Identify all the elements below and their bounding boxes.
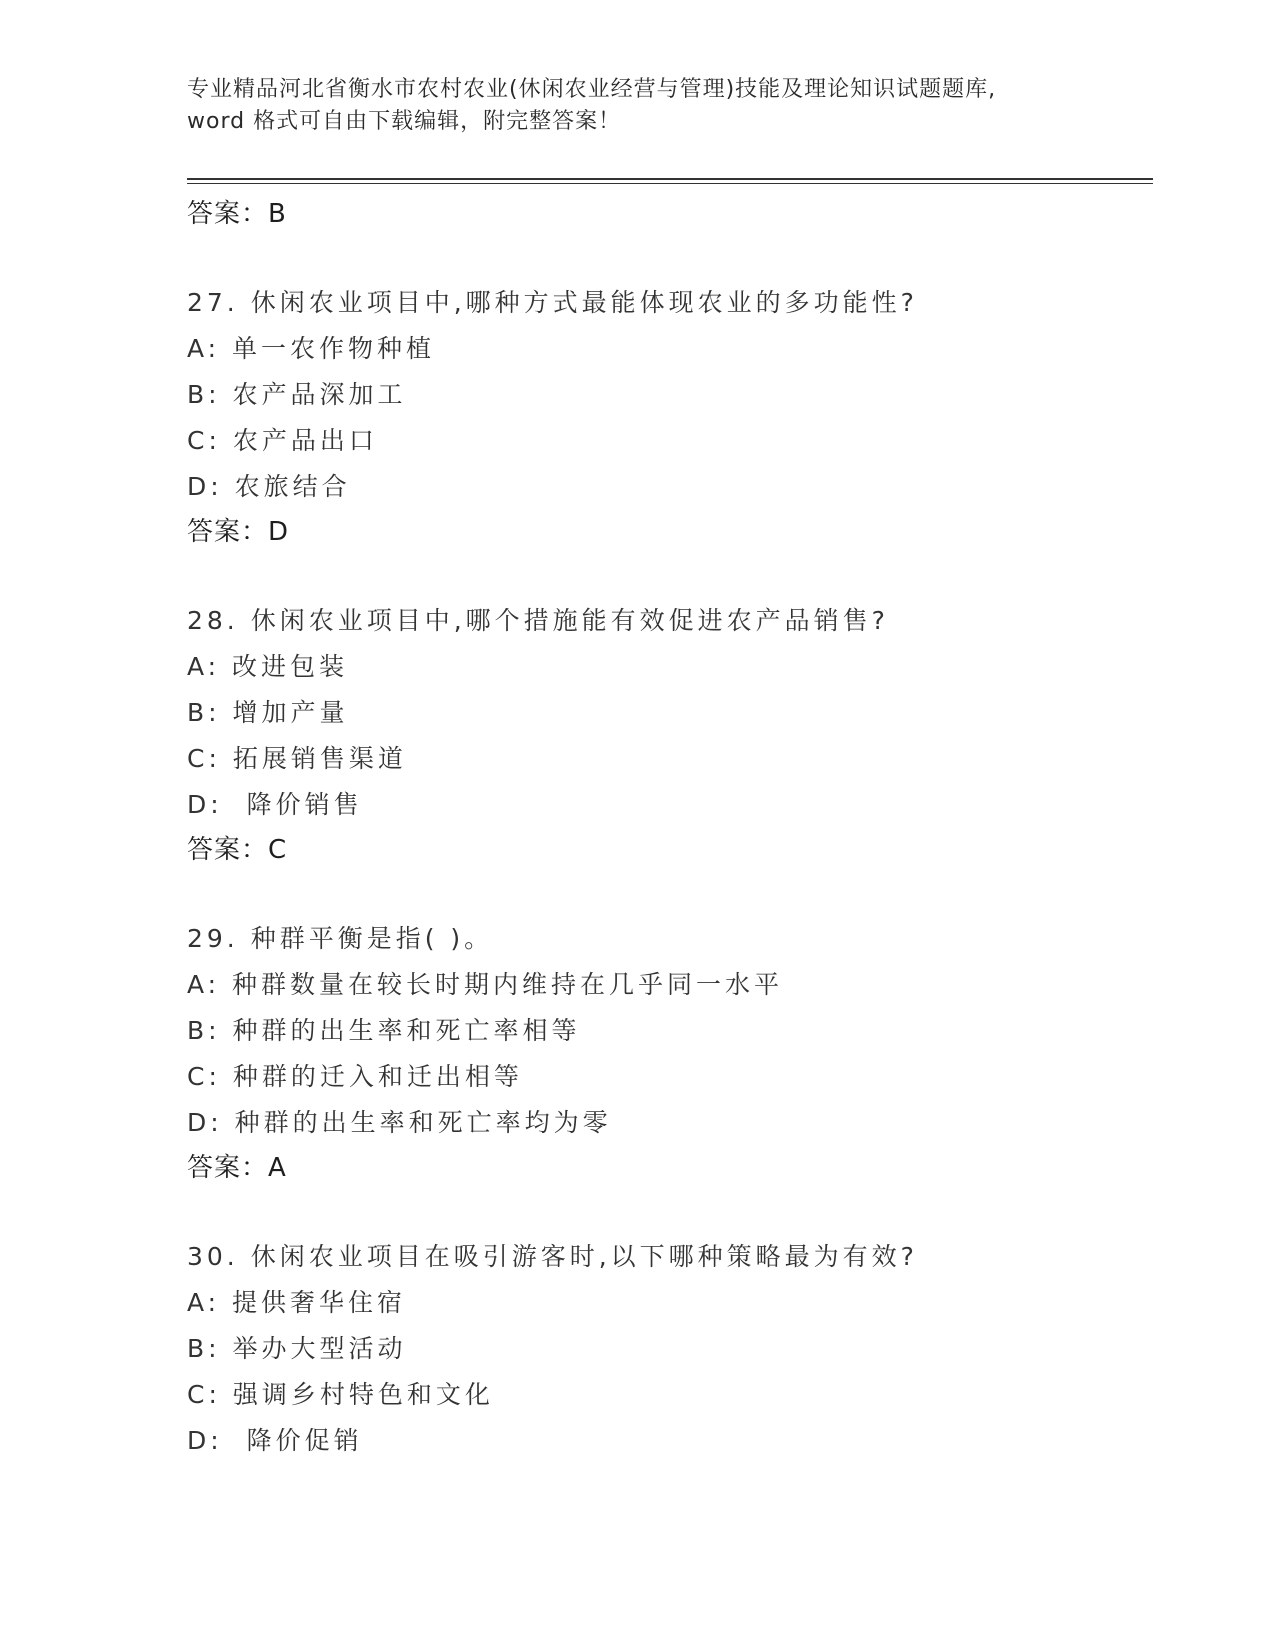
question-number: 27.	[187, 288, 239, 317]
option-c: C: 种群的迁入和迁出相等	[187, 1062, 523, 1091]
header-divider-thick	[187, 178, 1153, 180]
option-b: B: 增加产量	[187, 698, 349, 727]
question-30	[187, 1234, 1147, 1280]
option-a: A: 改进包装	[187, 652, 349, 681]
question-number: 28.	[187, 606, 239, 635]
header-title-line-1: 专业精品河北省衡水市农村农业(休闲农业经营与管理)技能及理论知识试题题库,	[187, 77, 997, 102]
question-28	[187, 598, 1147, 644]
question-number: 29.	[187, 924, 239, 953]
option-d: D: 降价促销	[187, 1426, 363, 1455]
option-b: B: 举办大型活动	[187, 1334, 407, 1363]
question-text: 种群平衡是指( )。	[250, 924, 494, 953]
question-text: 休闲农业项目中,哪个措施能有效促进农产品销售?	[250, 606, 889, 635]
option-b: B: 种群的出生率和死亡率相等	[187, 1016, 581, 1045]
spacer	[187, 1190, 1147, 1234]
question-number: 30.	[187, 1242, 239, 1271]
spacer	[187, 554, 1147, 598]
option-c: C: 拓展销售渠道	[187, 744, 407, 773]
question-text: 休闲农业项目中,哪种方式最能体现农业的多功能性?	[250, 288, 918, 317]
answer-29: 答案：A	[187, 1153, 287, 1183]
option-a: A: 单一农作物种植	[187, 334, 436, 363]
spacer	[187, 872, 1147, 916]
answer-27: 答案：D	[187, 517, 290, 547]
previous-answer: 答案：B	[187, 199, 287, 229]
option-a: A: 提供奢华住宿	[187, 1288, 407, 1317]
option-d: D: 农旅结合	[187, 472, 351, 501]
question-27	[187, 280, 1147, 326]
option-c: C: 农产品出口	[187, 426, 378, 455]
answer-28: 答案：C	[187, 835, 288, 865]
option-a: A: 种群数量在较长时期内维持在几乎同一水平	[187, 970, 784, 999]
option-c: C: 强调乡村特色和文化	[187, 1380, 494, 1409]
option-d: D: 种群的出生率和死亡率均为零	[187, 1108, 612, 1137]
question-text: 休闲农业项目在吸引游客时,以下哪种策略最为有效?	[250, 1242, 918, 1271]
question-29	[187, 916, 1147, 962]
question-list	[187, 192, 1147, 1464]
option-b: B: 农产品深加工	[187, 380, 407, 409]
spacer	[187, 236, 1147, 280]
option-d: D: 降价销售	[187, 790, 363, 819]
header-title-line-2: word 格式可自由下载编辑，附完整答案！	[187, 109, 622, 134]
header-divider-thin	[187, 183, 1153, 184]
document-header	[187, 74, 1107, 138]
